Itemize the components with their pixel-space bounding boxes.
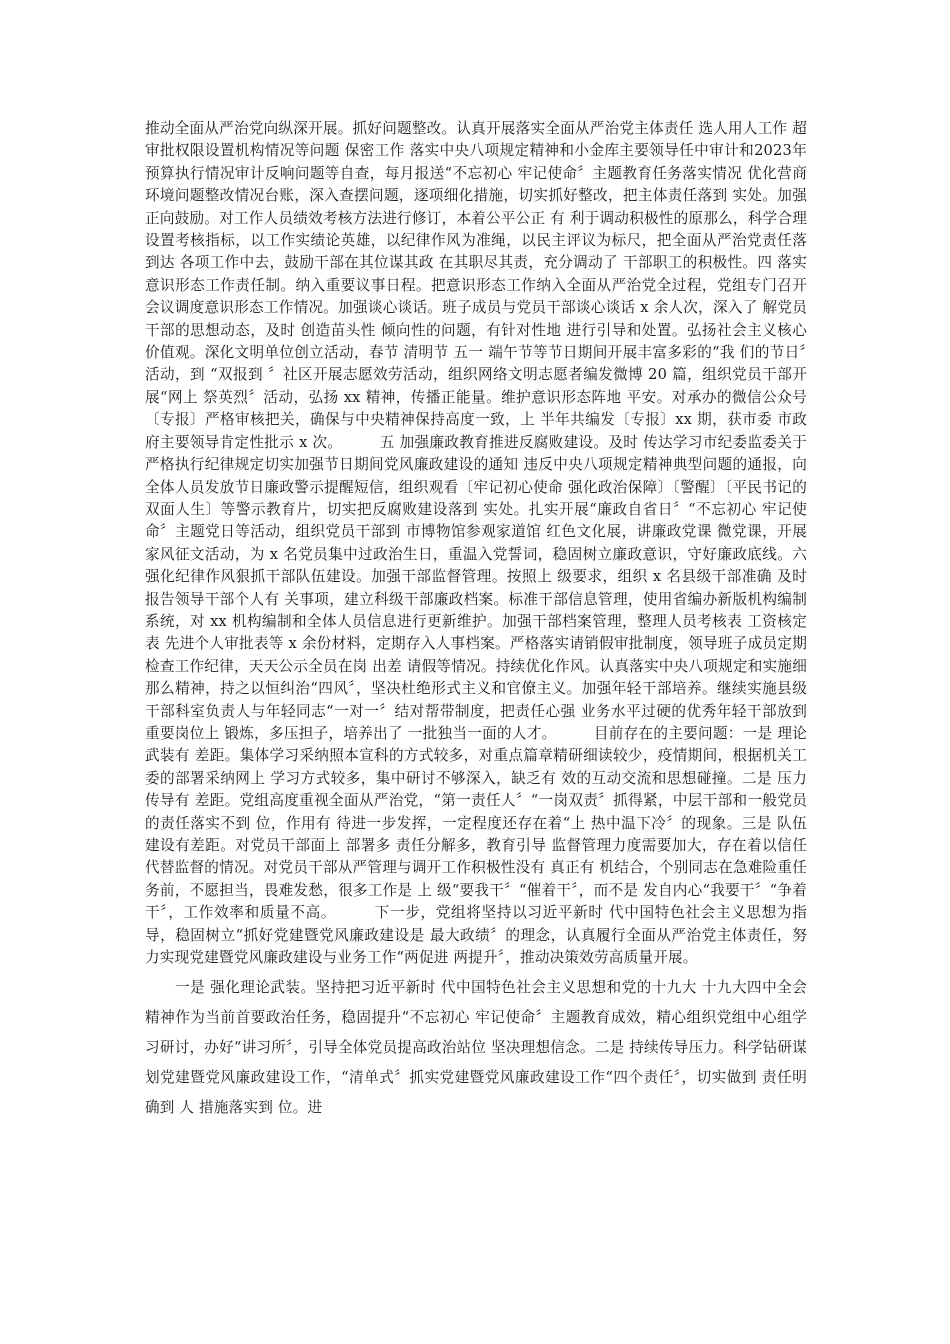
document-page bbox=[145, 118, 807, 1123]
tail-body-paragraph: 一是 强化理论武装。坚持把习近平新时 代中国特色社会主义思想和党的十九大 十九大四中全会精神作为当前首要政治任务，稳固提升“不忘初心 牢记使命〞主题教育成效，精心组织党组中心组学习研讨，办好“讲习所〞，引导全体党员提高政治站位 坚决理想信念。二是 持续传导压力。科学钻研谋划党建暨党风廉政建设工作，“清单式〞抓实党建暨党风廉政建设工作“四个责任〞，切实做到 责任明确到 人 措施落实到 位。进 bbox=[145, 979, 807, 1117]
main-body-paragraph: 推动全面从严治党向纵深开展。抓好问题整改。认真开展落实全面从严治党主体责任 选人用人工作 超审批权限设置机构情况等问题 保密工作 落实中央八项规定精神和小金库主要领导任中审计和2023年预算执行情况审计反响问题等自查，每月报送“不忘初心 牢记使命〞主题教育任务落实情况 优化营商环境问题整改情况台账，深入查摆问题，逐项细化措施，切实抓好整改，把主体责任落到 实处。加强正向鼓励。对工作人员绩效考核方法进行修订，本着公平公正 有 利于调动积极性的原那么，科学合理设置考核指标，以工作实绩论英雄，以纪律作风为准绳，以民主评议为标尺，把全面从严治党责任落到达 各项工作中去，鼓励干部在其位谋其政 在其职尽其责，充分调动了 干部职工的积极性。四 落实意识形态工作责任制。纳入重要议事日程。把意识形态工作纳入全面从严治党全过程，党组专门召开会议调度意识形态工作情况。加强谈心谈话。班子成员与党员干部谈心谈话 x 余人次，深入了 解党员干部的思想动态，及时 创造苗头性 倾向性的问题，有针对性地 进行引导和处置。弘扬社会主义核心价值观。深化文明单位创立活动，春节 清明节 五一 端午节等节日期间开展丰富多彩的“我 们的节日〞活动，到 “双报到 〞社区开展志愿效劳活动，组织网络文明志愿者编发微博 20 篇，组织党员干部开展“网上 祭英烈〞活动，弘扬 xx 精神，传播正能量。维护意识形态阵地 平安。对承办的微信公众号〔专报〕严格审核把关，确保与中央精神保持高度一致，上 半年共编发〔专报〕xx 期，获市委 市政府主要领导肯定性批示 x 次。 五 加强廉政教育推进反腐败建设。及时 传达学习市纪委监委关于严格执行纪律规定切实加强节日期间党风廉政建设的通知 违反中央八项规定精神典型问题的通报，向全体人员发放节日廉政警示提醒短信，组织观看〔牢记初心使命 强化政治保障〕〔警醒〕〔平民书记的双面人生〕等警示教育片，切实把反腐败建设落到 实处。扎实开展“廉政自省日〞“不忘初心 牢记使命〞主题党日等活动，组织党员干部到 市博物馆参观家道馆 红色文化展，讲廉政党课 微党课，开展家风征文活动，为 x 名党员集中过政治生日，重温入党誓词，稳固树立廉政意识，守好廉政底线。六 强化纪律作风狠抓干部队伍建设。加强干部监督管理。按照上 级要求，组织 x 名县级干部准确 及时 报告领导干部个人有 关事项，建立科级干部廉政档案。标准干部信息管理，使用省编办新版机构编制系统，对 xx 机构编制和全体人员信息进行更新维护。加强干部档案管理，整理人员考核表 工资核定表 先进个人审批表等 x 余份材料，定期存入人事档案。严格落实请销假审批制度，领导班子成员定期检查工作纪律，天天公示全员在岗 出差 请假等情况。持续优化作风。认真落实中央八项规定和实施细那么精神，持之以恒纠治“四风〞，坚决杜绝形式主义和官僚主义。加强年轻干部培养。继续实施县级干部科室负责人与年轻同志“一对一〞结对帮带制度，把责任心强 业务水平过硬的优秀年轻干部放到 重要岗位上 锻炼，多压担子，培养出了 一批独当一面的人才。 目前存在的主要问题：一是 理论武装有 差距。集体学习采纳照本宣科的方式较多，对重点篇章精研细读较少，疫情期间，根据机关工委的部署采纳网上 学习方式较多，集中研讨不够深入，缺乏有 效的互动交流和思想碰撞。二是 压力传导有 差距。党组高度重视全面从严治党，“第一责任人〞“一岗双责〞抓得紧，中层干部和一般党员的责任落实不到 位，作用有 待进一步发挥，一定程度还存在着“上 热中温下冷〞的现象。三是 队伍建设有差距。对党员干部面上 部署多 责任分解多，教育引导 监督管理力度需要加大，存在着以信任代替监督的情况。对党员干部从严管理与调开工作积极性没有 真正有 机结合，个别同志在急难险重任务前，不愿担当，畏难发愁，很多工作是 上 级“要我干〞“催着干〞，而不是 发自内心“我要干〞“争着干〞，工作效率和质量不高。 下一步，党组将坚持以习近平新时 代中国特色社会主义思想为指导，稳固树立“抓好党建暨党风廉政建设是 最大政绩〞的理念，认真履行全面从严治党主体责任，努力实现党建暨党风廉政建设与业务工作“两促进 两提升〞，推动决策效劳高质量开展。 bbox=[145, 120, 807, 967]
